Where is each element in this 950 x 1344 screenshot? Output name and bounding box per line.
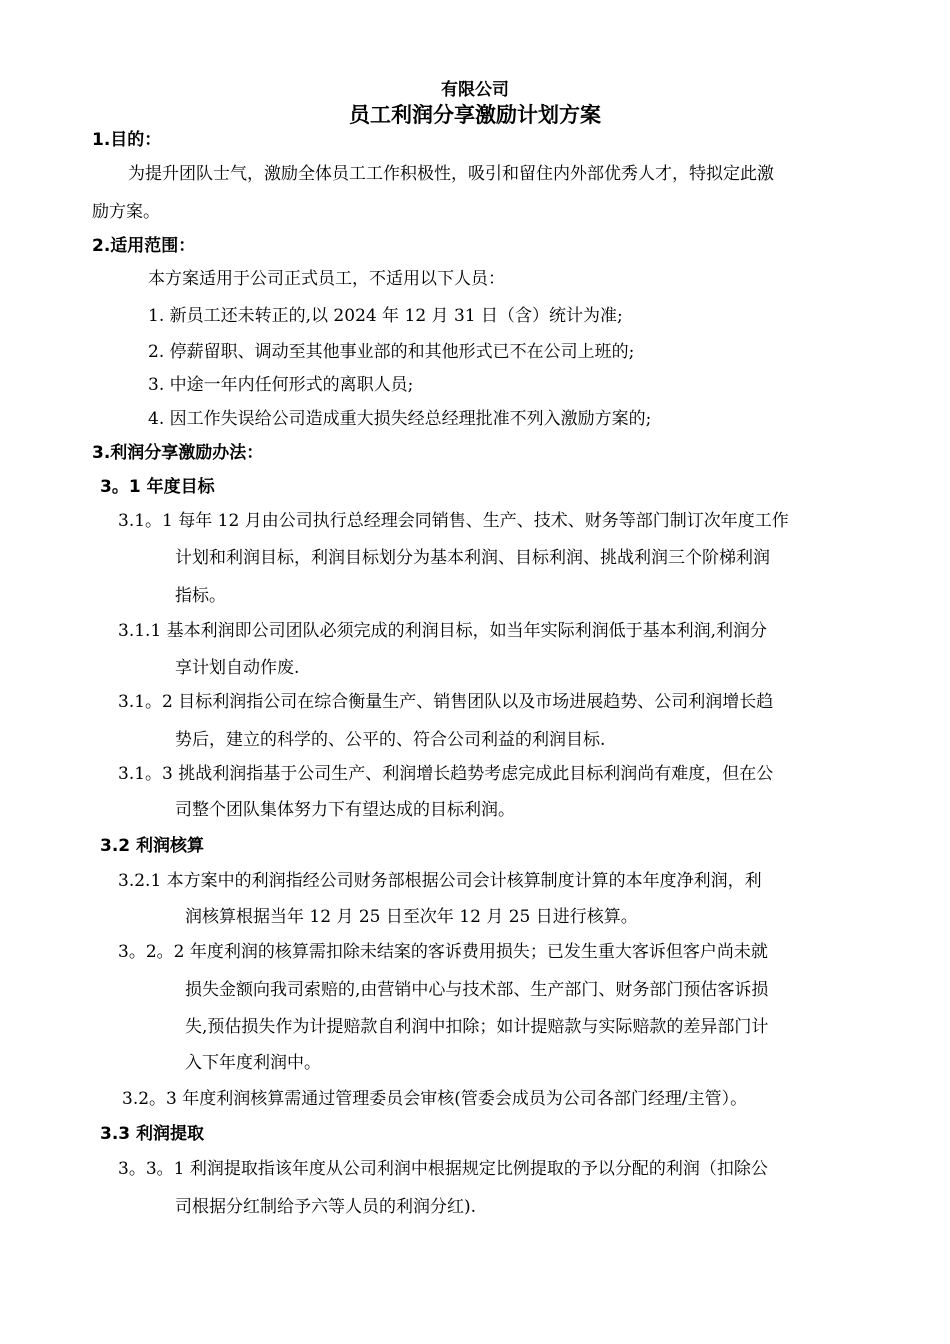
section3-heading: 3.利润分享激励办法： (92, 443, 264, 463)
section3-2-3-line1: 3.2。3 年度利润核算需通过管理委员会审核(管委会成员为公司各部门经理/主管）。 (122, 1089, 748, 1109)
section3-1-2-line1: 3.1。2 目标利润指公司在综合衡量生产、销售团队以及市场进展趋势、公司利润增长趋 (118, 692, 774, 712)
section3-3-heading: 3.3 利润提取 (100, 1124, 205, 1144)
section3-2-2-line1: 3。2。2 年度利润的核算需扣除未结案的客诉费用损失；已发生重大客诉但客户尚未就 (118, 942, 768, 962)
section3-3-1-line1: 3。3。1 利润提取指该年度从公司利润中根据规定比例提取的予以分配的利润（扣除公 (118, 1159, 768, 1179)
section1-para-line2: 励方案。 (92, 202, 160, 222)
section3-1-1b-line1: 3.1.1 基本利润即公司团队必须完成的利润目标，如当年实际利润低于基本利润,利润分 (118, 621, 768, 641)
section3-2-1-line1: 3.2.1 本方案中的利润指经公司财务部根据公司会计核算制度计算的本年度净利润，利 (118, 871, 762, 891)
section2-item-1: 1. 新员工还未转正的,以 2024 年 12 月 31 日（含）统计为准; (148, 306, 623, 326)
section3-1-1-line1: 3.1。1 每年 12 月由公司执行总经理会同销售、生产、技术、财务等部门制订次年度工作 (118, 511, 789, 531)
company-name: 有限公司 (441, 80, 509, 100)
section2-heading: 2.适用范围： (92, 236, 196, 256)
section1-para-line1: 为提升团队士气，激励全体员工工作积极性，吸引和留住内外部优秀人才，特拟定此激 (128, 164, 774, 184)
section3-2-2-line2: 损失金额向我司索赔的,由营销中心与技术部、生产部门、财务部门预估客诉损 (185, 980, 769, 1000)
section3-2-2-line4: 入下年度利润中。 (185, 1053, 321, 1073)
section2-item-4: 4. 因工作失误给公司造成重大损失经总经理批准不列入激励方案的; (148, 409, 652, 429)
document-title: 员工利润分享激励计划方案 (349, 103, 601, 127)
section3-1-2-line2: 势后，建立的科学的、公平的、符合公司利益的利润目标. (175, 730, 606, 750)
section3-1-3-line1: 3.1。3 挑战利润指基于公司生产、利润增长趋势考虑完成此目标利润尚有难度，但在公 (118, 764, 774, 784)
section3-1-3-line2: 司整个团队集体努力下有望达成的目标利润。 (175, 800, 515, 820)
section1-heading: 1.目的： (92, 130, 162, 150)
section3-1-1b-line2: 享计划自动作废. (175, 658, 300, 678)
section3-2-1-line2: 润核算根据当年 12 月 25 日至次年 12 月 25 日进行核算。 (185, 907, 638, 927)
section2-item-3: 3. 中途一年内任何形式的离职人员; (148, 375, 414, 395)
section3-3-1-line2: 司根据分红制给予六等人员的利润分红). (175, 1197, 477, 1217)
section2-intro: 本方案适用于公司正式员工，不适用以下人员： (148, 269, 505, 289)
section3-1-heading: 3。1 年度目标 (100, 477, 215, 497)
section3-2-2-line3: 失,预估损失作为计提赔款自利润中扣除；如计提赔款与实际赔款的差异部门计 (185, 1017, 769, 1037)
section2-item-2: 2. 停薪留职、调动至其他事业部的和其他形式已不在公司上班的; (148, 342, 635, 362)
section3-1-1-line2: 计划和利润目标，利润目标划分为基本利润、目标利润、挑战利润三个阶梯利润 (175, 548, 770, 568)
section3-1-1-line3: 指标。 (175, 586, 226, 606)
section3-2-heading: 3.2 利润核算 (100, 836, 205, 856)
